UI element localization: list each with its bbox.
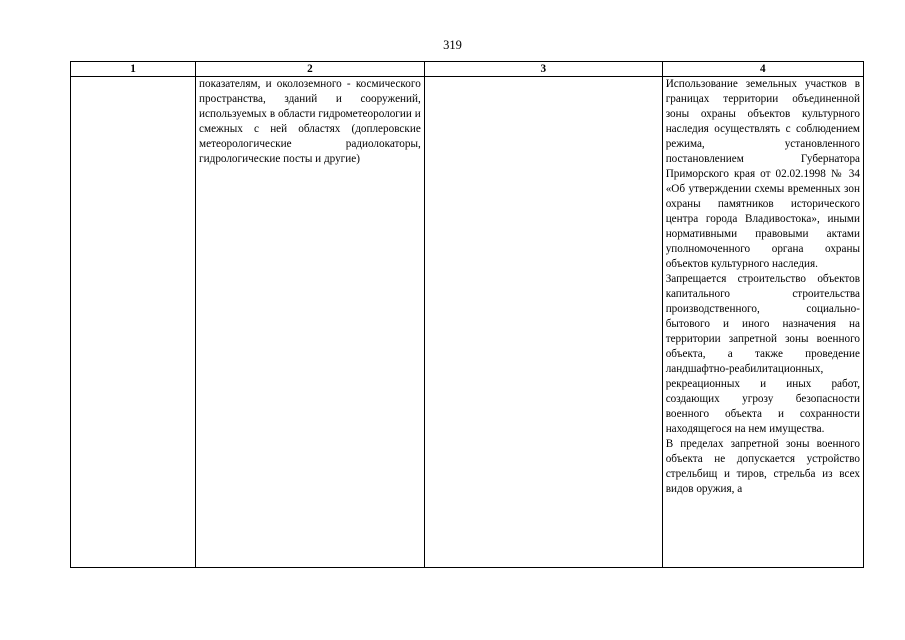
- cell-col4: [662, 77, 863, 568]
- table-row: [71, 77, 864, 568]
- column-header-2: 2: [196, 62, 425, 77]
- column-header-1: 1: [71, 62, 196, 77]
- col4-paragraph-3: В пределах запретной зоны военного объекта не допускается устройство стрельбищ и тиров, стрельба из всех видов оружия, а: [665, 438, 860, 495]
- data-table: [70, 61, 864, 568]
- cell-col3: [424, 77, 662, 568]
- col4-paragraph-1: Использование земельных участков в границах территории объединенной зоны охраны объектов культурного наследия осуществлять с соблюдением режима, установленного постановлением Губернатора Приморского края от 02.02.1998 № 34 «Об утверждении схемы временных зон охраны памятников исторического центра города Владивостока», иными нормативными правовыми актами уполномоченного органа охраны объектов культурного наследия.: [665, 78, 860, 270]
- cell-col1: [71, 77, 196, 568]
- cell-col2-text: показателям, и околоземного - космического пространства, зданий и сооружений, используемых в области гидрометеорологии и смежных с ней областях (доплеровские метеорологические радиолокаторы, гидрологические посты и другие): [199, 78, 421, 165]
- column-header-4: 4: [662, 62, 863, 77]
- cell-col2: [196, 77, 425, 568]
- col4-paragraph-2: Запрещается строительство объектов капитального строительства производственного, социально-бытового и иного назначения на территории запретной зоны военного объекта, а также проведение ландшафтно-реабилитационных, рекреационных и иных работ, создающих угрозу безопасности военного объекта и сохранности находящегося на нем имущества.: [665, 273, 860, 435]
- page-number: 319: [443, 38, 462, 52]
- table-header-row: [71, 62, 864, 77]
- column-header-3: 3: [424, 62, 662, 77]
